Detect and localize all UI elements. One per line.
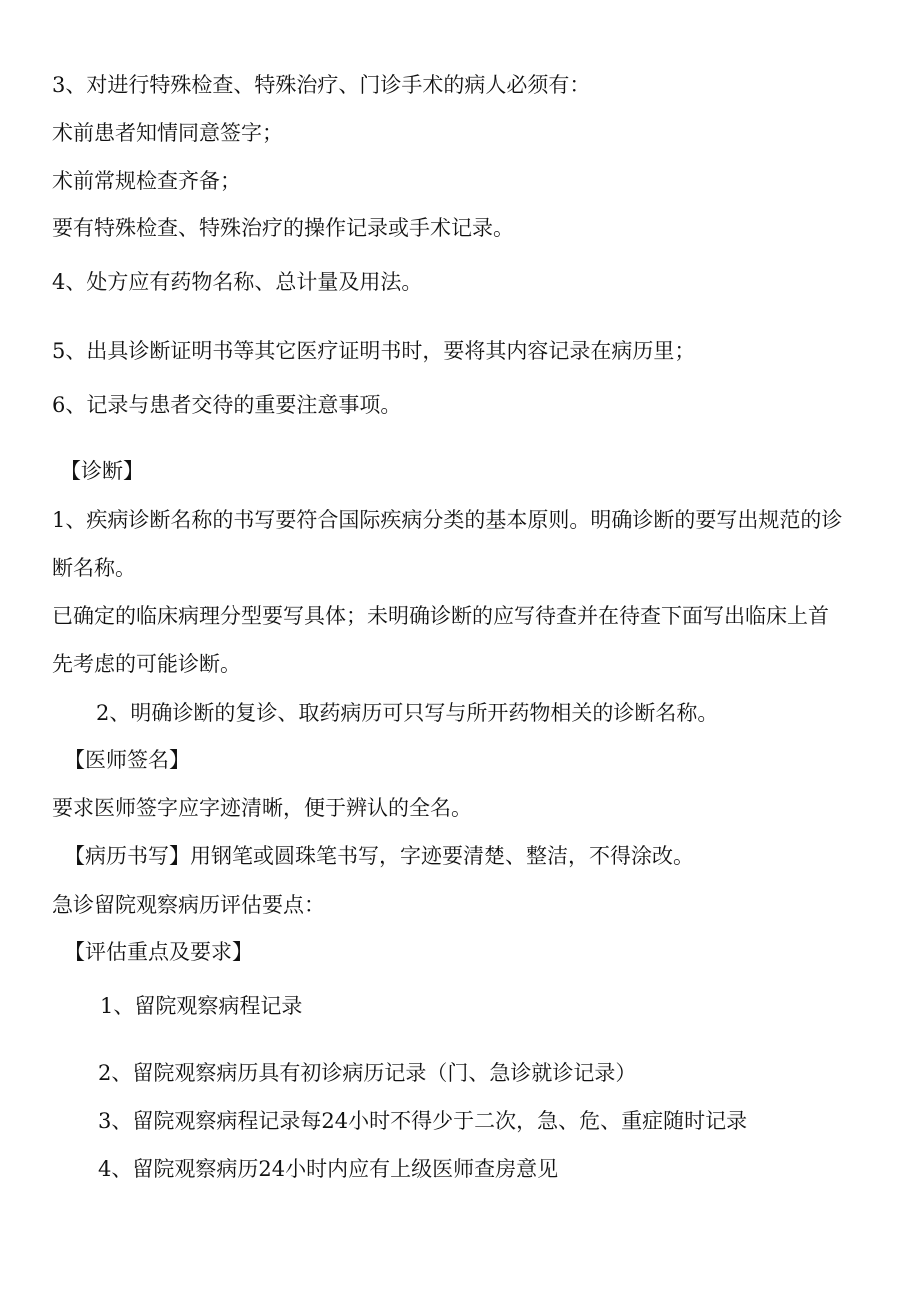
text-line: 术前常规检查齐备； (52, 169, 241, 193)
text-line: 已确定的临床病理分型要写具体；未明确诊断的应写待查并在待查下面写出临床上首 (52, 604, 829, 628)
text-line: 2、明确诊断的复诊、取药病历可只写与所开药物相关的诊断名称。 (96, 701, 719, 725)
text-line: 要求医师签字应字迹清晰，便于辨认的全名。 (52, 796, 472, 820)
list-item: 2、留院观察病历具有初诊病历记录（门、急诊就诊记录） (98, 1061, 637, 1085)
text-line: 1、疾病诊断名称的书写要符合国际疾病分类的基本原则。明确诊断的要写出规范的诊 (52, 508, 843, 532)
text-line: 3、对进行特殊检查、特殊治疗、门诊手术的病人必须有： (52, 73, 591, 97)
text-line: 【病历书写】用钢笔或圆珠笔书写，字迹要清楚、整洁，不得涂改。 (64, 844, 694, 868)
text-line: 断名称。 (52, 556, 136, 580)
list-item: 1、留院观察病程记录 (100, 994, 303, 1018)
text-line: 6、记录与患者交待的重要注意事项。 (52, 393, 402, 417)
section-heading: 【诊断】 (60, 459, 144, 483)
text-line: 先考虑的可能诊断。 (52, 652, 241, 676)
text-line: 5、出具诊断证明书等其它医疗证明书时，要将其内容记录在病历里； (52, 339, 696, 363)
list-item: 3、留院观察病程记录每24小时不得少于二次，急、危、重症随时记录 (98, 1109, 748, 1133)
section-heading: 【评估重点及要求】 (64, 940, 253, 964)
list-item: 4、留院观察病历24小时内应有上级医师查房意见 (98, 1157, 559, 1181)
text-line: 急诊留院观察病历评估要点： (52, 893, 325, 917)
section-heading: 【医师签名】 (64, 748, 190, 772)
text-line: 要有特殊检查、特殊治疗的操作记录或手术记录。 (52, 216, 514, 240)
text-line: 4、处方应有药物名称、总计量及用法。 (52, 270, 423, 294)
text-line: 术前患者知情同意签字； (52, 121, 283, 145)
